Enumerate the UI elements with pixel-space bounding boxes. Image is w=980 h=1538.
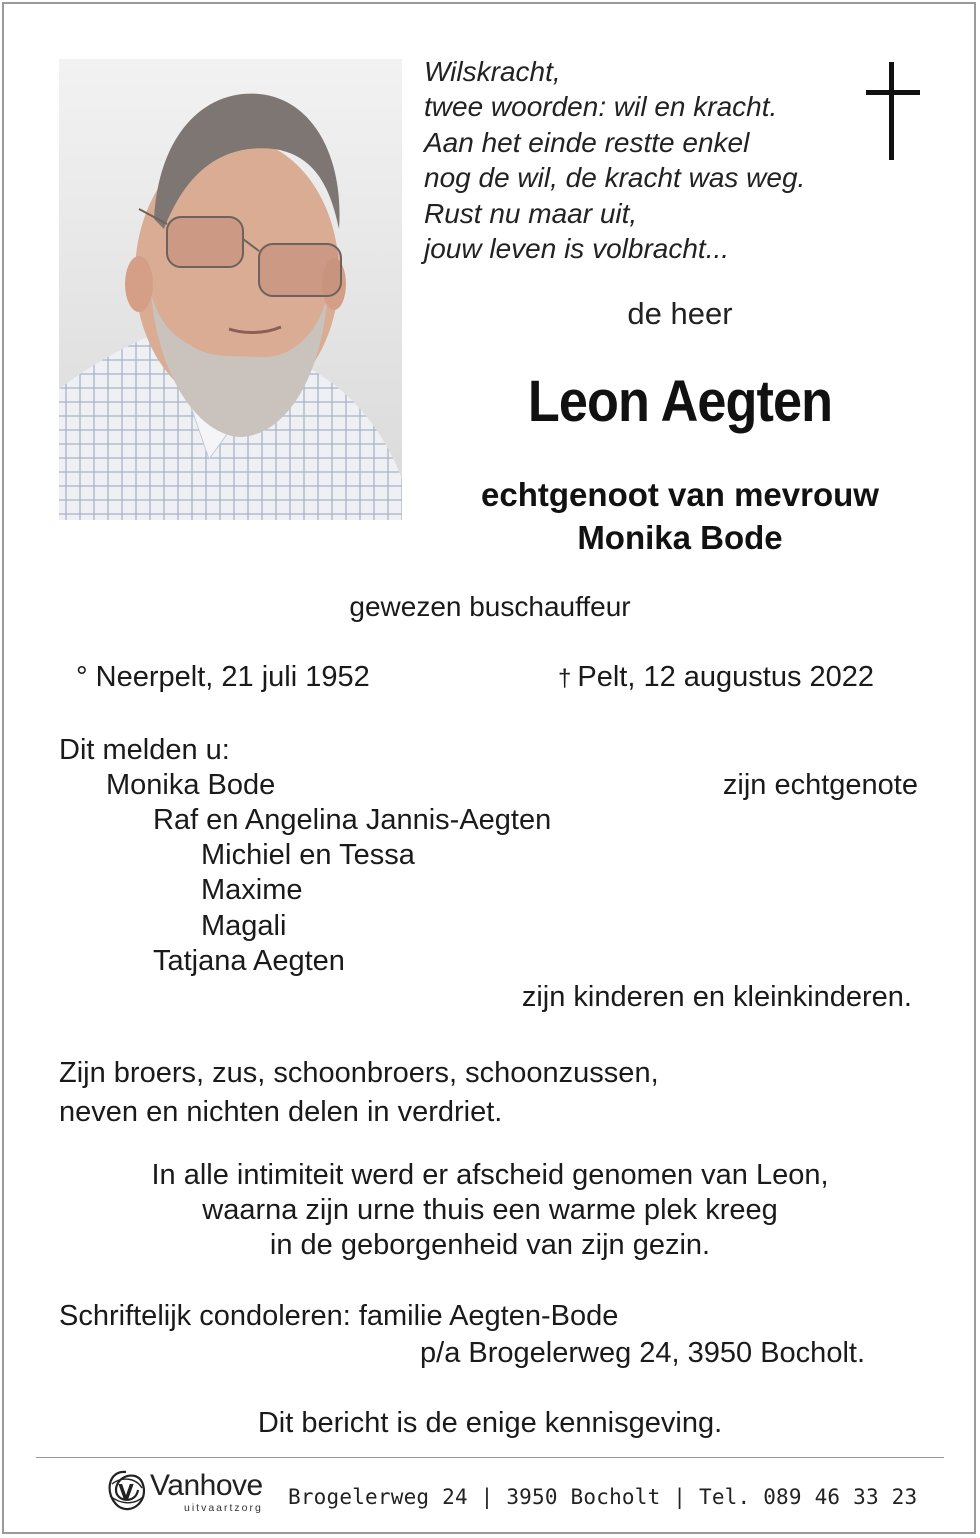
family-grandchild: Michiel en Tessa — [201, 839, 415, 871]
divider — [36, 1457, 944, 1458]
portrait-photo — [59, 59, 402, 520]
poem-line: Wilskracht, — [424, 56, 561, 87]
death-info — [558, 661, 874, 694]
deceased-name: Leon Aegten — [527, 369, 833, 434]
poem-line: Aan het einde restte enkel — [424, 126, 750, 158]
family-child: Tatjana Aegten — [153, 945, 345, 977]
spouse-name: Monika Bode — [577, 519, 783, 556]
poem-line: jouw leven is volbracht... — [424, 233, 730, 265]
relatives-line: Zijn broers, zus, schoonbroers, schoonzussen, — [59, 1057, 659, 1089]
farewell-line: In alle intimiteit werd er afscheid genomen van Leon, — [151, 1159, 829, 1191]
cross-icon — [862, 62, 924, 160]
spouse-label: echtgenoot van mevrouw — [481, 476, 879, 513]
funeral-home-logo — [102, 1466, 278, 1514]
death-text: Pelt, 12 augustus 2022 — [577, 661, 875, 693]
poem — [424, 54, 864, 266]
honorific: de heer — [627, 296, 733, 331]
spouse-block — [420, 473, 940, 559]
family-grandchild: Magali — [201, 910, 287, 942]
farewell-line: waarna zijn urne thuis een warme plek kreeg — [202, 1194, 778, 1226]
funeral-home-subtitle: uitvaartzorg — [184, 1502, 263, 1514]
logo-letter: V — [118, 1480, 134, 1504]
scribble-v-icon — [102, 1466, 150, 1514]
poem-line: Rust nu maar uit, — [424, 197, 638, 229]
birth-info: ° Neerpelt, 21 juli 1952 — [76, 661, 370, 693]
family-child: Raf en Angelina Jannis-Aegten — [153, 804, 552, 836]
occupation: gewezen buschauffeur — [349, 591, 631, 622]
condolence-address-line2: p/a Brogelerweg 24, 3950 Bocholt. — [420, 1337, 865, 1369]
family-children-role: zijn kinderen en kleinkinderen. — [521, 981, 912, 1013]
funeral-home-name: Vanhove — [150, 1469, 263, 1502]
announce-intro: Dit melden u: — [59, 734, 230, 766]
relatives-line: neven en nichten delen in verdriet. — [59, 1096, 503, 1128]
condolence-address: Schriftelijk condoleren: familie Aegten-Bode — [59, 1300, 619, 1332]
poem-line: twee woorden: wil en kracht. — [424, 91, 778, 123]
poem-line: nog de wil, de kracht was weg. — [424, 162, 806, 194]
family-spouse: Monika Bode — [106, 769, 276, 801]
farewell-line: in de geborgenheid van zijn gezin. — [269, 1229, 711, 1261]
dagger-icon: † — [558, 665, 572, 692]
family-grandchild: Maxime — [201, 874, 303, 906]
family-spouse-role: zijn echtgenote — [722, 769, 918, 801]
notice: Dit bericht is de enige kennisgeving. — [257, 1407, 723, 1439]
funeral-home-contact: Brogelerweg 24 | 3950 Bocholt | Tel. 089 46 33 23 — [288, 1485, 918, 1509]
